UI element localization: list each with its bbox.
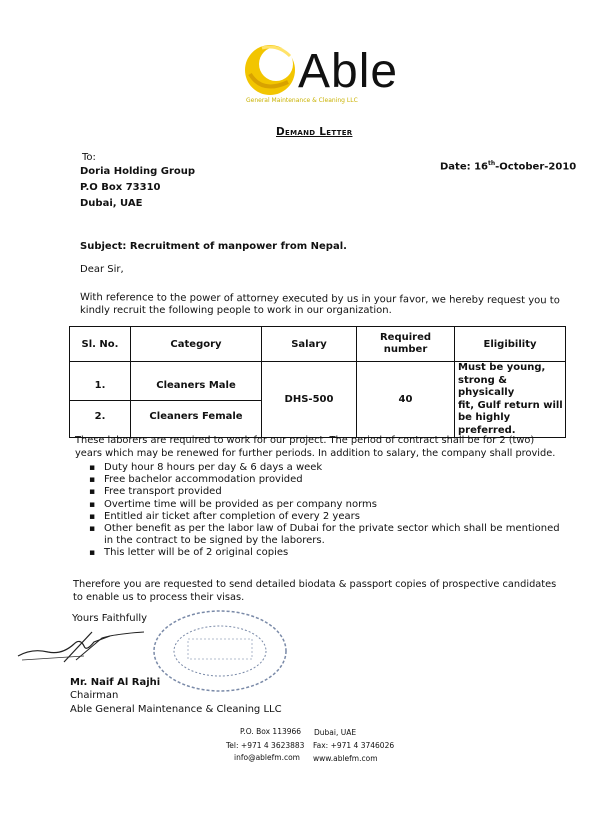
salary-cell: DHS-500 [262,362,357,438]
list-item: ▪ Free transport provided [88,486,560,498]
list-item-continuation: in the contract to be signed by the laborers. [104,535,325,547]
recipient-city: Dubai, UAE [80,198,143,209]
row-category: Cleaners Female [131,401,262,438]
list-item: ▪ Free bachelor accommodation provided [88,474,560,486]
terms-line-2: years which may be renewed for further periods. In addition to salary, the company shall provide. [75,448,556,459]
closing-line-1: Therefore you are requested to send detailed biodata & passport copies of prospective candidates [73,579,557,590]
header-salary: Salary [262,327,357,362]
signatory-title: Chairman [70,690,119,701]
header-category: Category [131,327,262,362]
footer-fax: Fax: +971 4 3746026 [313,741,395,750]
header-eligibility: Eligibility [455,327,566,362]
closing-line-2: to enable us to process their visas. [73,592,245,603]
list-item: ▪ Entitled air ticket after completion of every 2 years [88,511,560,523]
header-sl-no: Sl. No. [70,327,131,362]
signatory-name: Mr. Naif Al Rajhi [70,677,161,688]
company-stamp [150,607,290,695]
footer-city: Dubai, UAE [314,728,357,737]
subject-line: Subject: Recruitment of manpower from Nepal. [80,241,347,252]
eligibility-cell: Must be young, strong & physically fit, Gulf return will be highly preferred. [455,362,566,438]
required-cell: 40 [357,362,455,438]
footer-website: www.ablefm.com [313,754,378,763]
salutation: Dear Sir, [80,264,124,275]
intro-line-1: With reference to the power of attorney executed by us in your favor, we hereby request you to [79,292,560,307]
table-row [70,362,566,401]
brand-tagline: General Maintenance & Cleaning LLC [246,97,358,104]
list-item: ▪ Other benefit as per the labor law of Dubai for the private sector which shall be mentioned [88,523,560,535]
list-item: ▪ Overtime time will be provided as per company norms [88,499,560,511]
recipient-address: P.O Box 73310 [80,182,161,193]
signatory-company: Able General Maintenance & Cleaning LLC [70,704,282,715]
recipient-name: Doria Holding Group [80,166,196,177]
recruitment-table [69,326,566,438]
brand-name: Able [298,45,399,98]
list-item: ▪ Duty hour 8 hours per day & 6 days a week [88,462,560,474]
letter-date: Date: 16th-October-2010 [440,160,577,173]
footer-po-box: P.O. Box 113966 [240,727,302,736]
terms-line-1: These laborers are required to work for our project. The period of contract shall be for 2 (two) [75,435,535,446]
list-item: ▪ This letter will be of 2 original copies [88,547,560,559]
header-required-number: Required number [357,327,455,362]
intro-line-2: kindly recruit the following people to work in our organization. [80,305,392,316]
handwritten-signature [14,622,164,668]
benefits-list [88,462,560,560]
footer-tel: Tel: +971 4 3623883 [226,741,305,750]
footer-email: info@ablefm.com [234,753,300,762]
row-sl: 2. [70,401,131,438]
to-label: To: [82,152,96,163]
document-title: Demand Letter [276,126,353,138]
valediction: Yours Faithfully [72,613,148,624]
row-category: Cleaners Male [131,362,262,401]
row-sl: 1. [70,362,131,401]
